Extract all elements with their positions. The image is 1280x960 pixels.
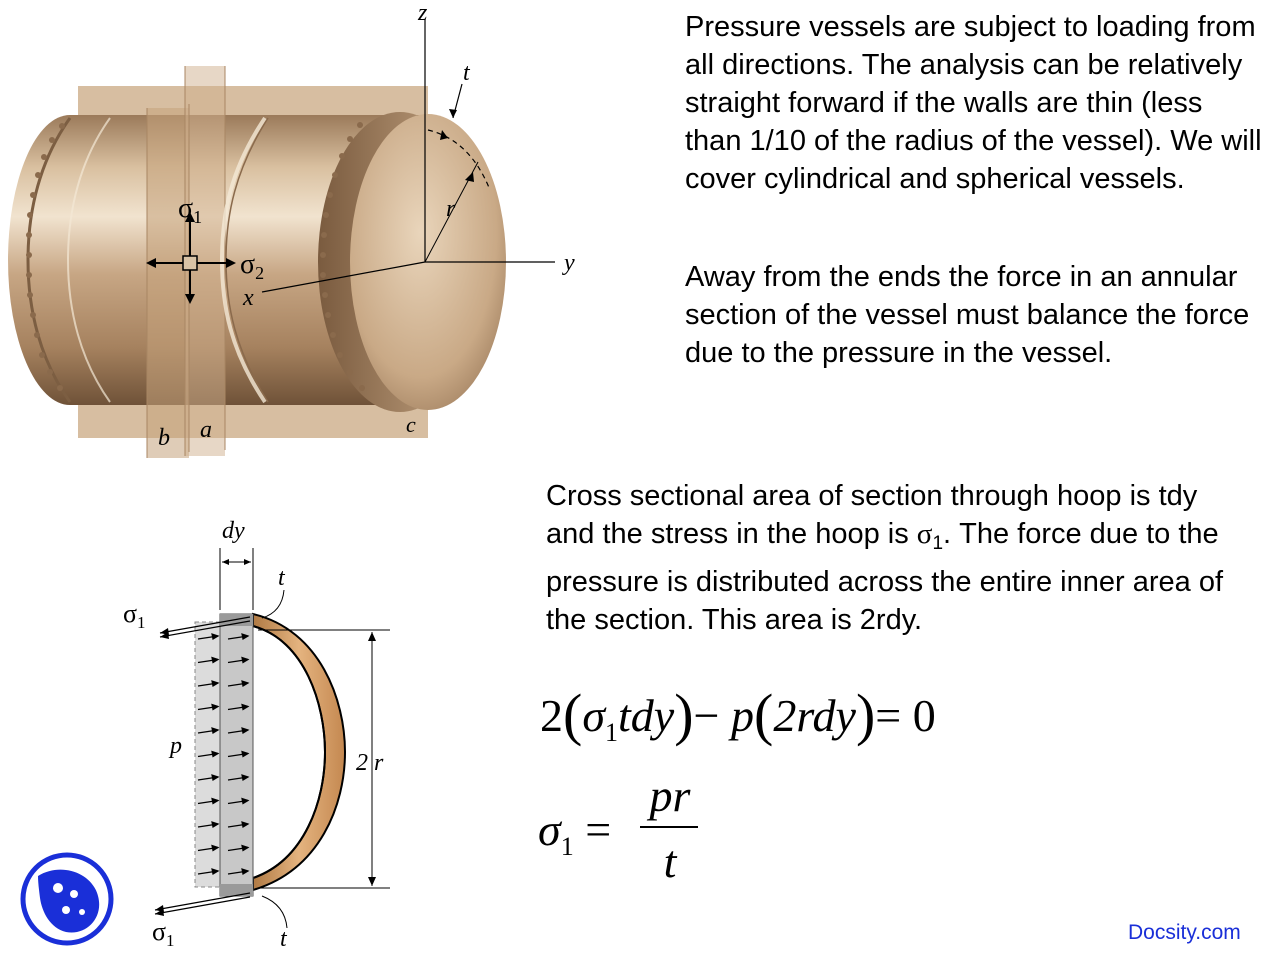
hoop-stress-numerator: pr (649, 770, 691, 821)
hoop-stress-denominator: t (663, 836, 677, 887)
label-a: a (200, 417, 212, 443)
label-t-bottom: t (280, 926, 287, 950)
label-t: t (463, 60, 470, 86)
p3-sigma: σ (916, 518, 933, 550)
force-balance-equation: $2(\sigma_1tdy)- p(2rdy)= 0$ (540, 682, 936, 747)
fraction-bar (640, 826, 698, 828)
axis-label-x: x (243, 285, 254, 311)
p3-part-a: Cross sectional area of section through hoop is tdy and the stress in the hoop is (546, 480, 1198, 550)
label-dy: dy (222, 518, 245, 544)
plane-b (147, 108, 189, 458)
p3-sub: 1 (932, 533, 944, 554)
hoop-stress-equation-lhs: $\sigma_1$ = (538, 804, 612, 861)
label-c: c (406, 412, 416, 437)
p3-part-b: . The force due to the pressure is distributed across the entire inner area of the section. This area is 2rdy. (546, 518, 1224, 636)
label-sigma1: $\sigma_1$ (178, 193, 203, 227)
label-2r: 2 r (356, 750, 384, 776)
annular-section-paragraph: Away from the ends the force in an annular section of the vessel must balance the force due to the pressure in the vessel. (685, 261, 1250, 369)
label-sigma2: $\sigma_2$ (240, 249, 265, 283)
pressure-vessel-cylinder-figure (0, 0, 600, 470)
label-p: p (170, 733, 182, 759)
cross-section-paragraph (546, 477, 1246, 639)
axis-label-z: z (418, 0, 428, 26)
docsity-logo-icon (20, 852, 114, 946)
label-sigma1-top: $\sigma_1$ (123, 599, 146, 632)
stress-element (183, 256, 197, 270)
docsity-brand-link[interactable]: Docsity.com (1128, 921, 1241, 944)
label-r: r (446, 196, 456, 222)
axis-label-y: y (564, 250, 575, 276)
intro-paragraph: Pressure vessels are subject to loading from all directions. The analysis can be relatively straight forward if the walls are thin (less than 1/10 of the radius of the vessel). We will cover cylindrical and spherical vessels. (685, 11, 1262, 195)
hoop-section-figure (110, 510, 410, 950)
label-b: b (158, 425, 170, 451)
label-t-top: t (278, 565, 285, 591)
label-sigma1-bottom: $\sigma_1$ (152, 917, 175, 950)
